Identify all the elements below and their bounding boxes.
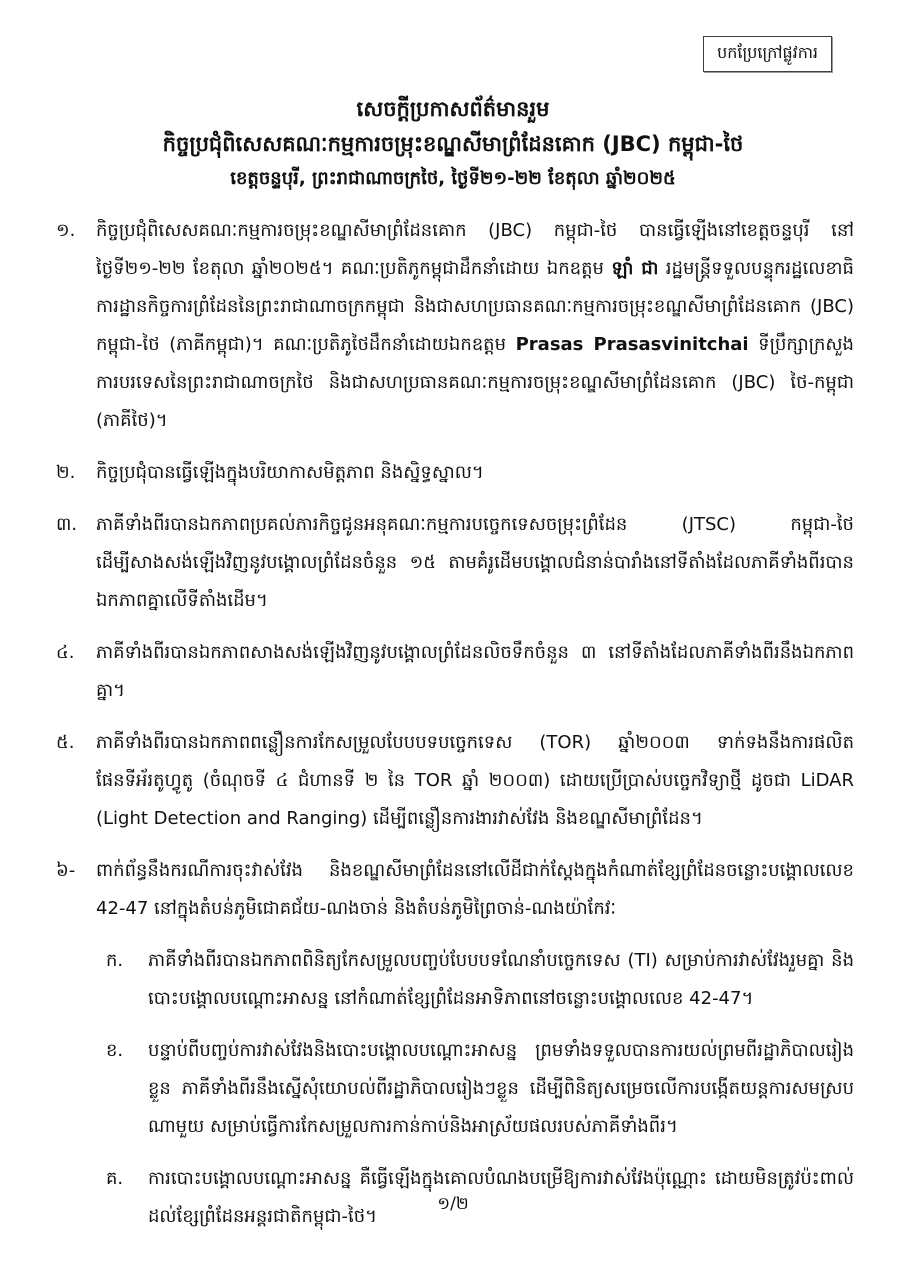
document-title-line2: កិច្ចប្រជុំពិសេសគណៈកម្មការចម្រុះខណ្ឌសីមាព្រំដែនគោក (JBC) កម្ពុជា-ថៃ xyxy=(162,132,744,156)
sub-item-ko-marker: គ. xyxy=(106,1168,124,1189)
document-title-line3: ខេត្តចន្ទបុរី, ព្រះរាជាណាចក្រថៃ, ថ្ងៃទី២១-២២ ខែតុលា ឆ្នាំ២០២៥ xyxy=(230,168,676,189)
paragraph-3-text: ភាគីទាំងពីរបានឯកភាពប្រគល់ភារកិច្ចជូនអនុគណៈកម្មការបច្ចេកទេសចម្រុះព្រំដែន (JTSC) កម្ពុជា-ថៃ ដើម្បីសាងសង់ឡើងវិញនូវបង្គោលព្រំដែនចំនួន ១៥ តាមគំរូដើមបង្គោលជំនាន់បារាំងនៅទីតាំងដែលភាគីទាំងពីរបានឯកភាពគ្នាលើទីតាំងដើម។ xyxy=(96,514,854,611)
paragraph-6 xyxy=(56,852,854,928)
sub-item-kho-text: បន្ទាប់ពីបញ្ចប់ការវាស់វែងនិងបោះបង្គោលបណ្តោះអាសន្ន ព្រមទាំងទទួលបានការយល់ព្រមពីរដ្ឋាភិបាលរៀងខ្លួន ភាគីទាំងពីរនឹងស្នើសុំយោបល់ពីរដ្ឋាភិបាលរៀងៗខ្លួន ដើម្បីពិនិត្យសម្រេចលើការបង្កើតយន្តការសមស្របណាមួយ សម្រាប់ធ្វើការកែសម្រួលការកាន់កាប់និងអាស្រ័យផលរបស់ភាគីទាំងពីរ។ xyxy=(148,1040,854,1137)
title-block xyxy=(0,92,906,196)
paragraph-1-text xyxy=(96,212,854,440)
document-title-line1: សេចក្តីប្រកាសព័ត៌មានរួម xyxy=(356,97,550,121)
sub-item-ko-text: ការបោះបង្គោលបណ្តោះអាសន្ន គឺធ្វើឡើងក្នុងគោលបំណងបម្រើឱ្យការវាស់វែងប៉ុណ្ណោះ ដោយមិនត្រូវប៉ះពាល់ដល់ខ្សែព្រំដែនអន្តរជាតិកម្ពុជា-ថៃ។ xyxy=(148,1168,854,1227)
paragraph-1-seg3: ទីប្រឹក្សាក្រសួងការបរទេសនៃព្រះរាជាណាចក្រថៃ និងជាសហប្រធានគណៈកម្មការចម្រុះខណ្ឌសីមាព្រំដែនគោក (JBC) ថៃ-កម្ពុជា (ភាគីថៃ)។ xyxy=(96,334,854,431)
paragraph-6-number: ៦- xyxy=(56,860,76,881)
paragraph-3-number: ៣. xyxy=(56,514,78,535)
page-number: ១/២ xyxy=(437,1194,469,1214)
paragraph-1-seg1: កិច្ចប្រជុំពិសេសគណៈកម្មការចម្រុះខណ្ឌសីមាព្រំដែនគោក (JBC) កម្ពុជា-ថៃ បានធ្វើឡើងនៅខេត្តចន្ទបុរី នៅថ្ងៃទី២១-២២ ខែតុលា ឆ្នាំ២០២៥។ គណៈប្រតិភូកម្ពុជាដឹកនាំដោយ ឯកឧត្តម xyxy=(96,220,854,279)
paragraph-2-number: ២. xyxy=(56,462,76,483)
paragraph-4-number: ៤. xyxy=(56,642,75,663)
paragraph-1-bold-name-kh: ឡាំ ជា xyxy=(611,258,659,279)
paragraph-2-text: កិច្ចប្រជុំបានធ្វើឡើងក្នុងបរិយាកាសមិត្តភាព និងស្និទ្ធស្នាល។ xyxy=(96,462,484,483)
sub-item-kho xyxy=(106,1032,854,1146)
sub-item-ka-marker: ក. xyxy=(106,950,124,971)
paragraph-5-text: ភាគីទាំងពីរបានឯកភាពពន្លឿនការកែសម្រួលបែបបទបច្ចេកទេស (TOR) ឆ្នាំ២០០៣ ទាក់ទងនឹងការផលិតផែនទីអ័រតូហ្វូតូ (ចំណុចទី ៤ ជំហានទី ២ នៃ TOR ឆ្នាំ ២០០៣) ដោយប្រើប្រាស់បច្ចេកវិទ្យាថ្មី ដូចជា LiDAR (Light Detection and Ranging) ដើម្បីពន្លឿនការងារវាស់វែង និងខណ្ឌសីមាព្រំដែន។ xyxy=(96,732,854,829)
sub-item-kho-marker: ខ. xyxy=(106,1040,124,1061)
document-body xyxy=(56,212,854,1236)
paragraph-3 xyxy=(56,506,854,620)
paragraph-6-text: ពាក់ព័ន្ធនឹងករណីការចុះវាស់វែង និងខណ្ឌសីមាព្រំដែននៅលើដីជាក់ស្តែងក្នុងកំណាត់ខ្សែព្រំដែនចន្លោះបង្គោលលេខ 42-47 នៅក្នុងតំបន់ភូមិជោគជ័យ-ណងចាន់ និងតំបន់ភូមិព្រៃចាន់-ណងយ៉ាកែវៈ xyxy=(96,860,854,919)
paragraph-2 xyxy=(56,454,854,492)
paragraph-5 xyxy=(56,724,854,838)
paragraph-5-number: ៥. xyxy=(56,732,75,753)
paragraph-1 xyxy=(56,212,854,440)
unofficial-translation-stamp: បកប្រែក្រៅផ្លូវការ xyxy=(703,36,832,72)
paragraph-1-seg2: រដ្ឋមន្ត្រីទទួលបន្ទុករដ្ឋលេខាធិការដ្ឋានកិច្ចការព្រំដែននៃព្រះរាជាណាចក្រកម្ពុជា និងជាសហប្រធានគណៈកម្មការចម្រុះខណ្ឌសីមាព្រំដែនគោក (JBC) កម្ពុជា-ថៃ (ភាគីកម្ពុជា)។ គណៈប្រតិភូថៃដឹកនាំដោយឯកឧត្តម xyxy=(96,258,854,355)
paragraph-1-bold-name-th: Prasas Prasasvinitchai xyxy=(515,334,749,355)
paragraph-4-text: ភាគីទាំងពីរបានឯកភាពសាងសង់ឡើងវិញនូវបង្គោលព្រំដែនលិចទឹកចំនួន ៣ នៅទីតាំងដែលភាគីទាំងពីរនឹងឯកភាពគ្នា។ xyxy=(96,642,854,701)
sub-item-ka-text: ភាគីទាំងពីរបានឯកភាពពិនិត្យកែសម្រួលបញ្ចប់បែបបទណែនាំបច្ចេកទេស (TI) សម្រាប់ការវាស់វែងរួមគ្នា និងបោះបង្គោលបណ្តោះអាសន្ន នៅកំណាត់ខ្សែព្រំដែនអាទិភាពនៅចន្លោះបង្គោលលេខ 42-47។ xyxy=(148,950,854,1009)
paragraph-1-number: ១. xyxy=(56,220,76,241)
sub-item-ka xyxy=(106,942,854,1018)
paragraph-4 xyxy=(56,634,854,710)
paragraph-6-sub-items xyxy=(106,942,854,1236)
